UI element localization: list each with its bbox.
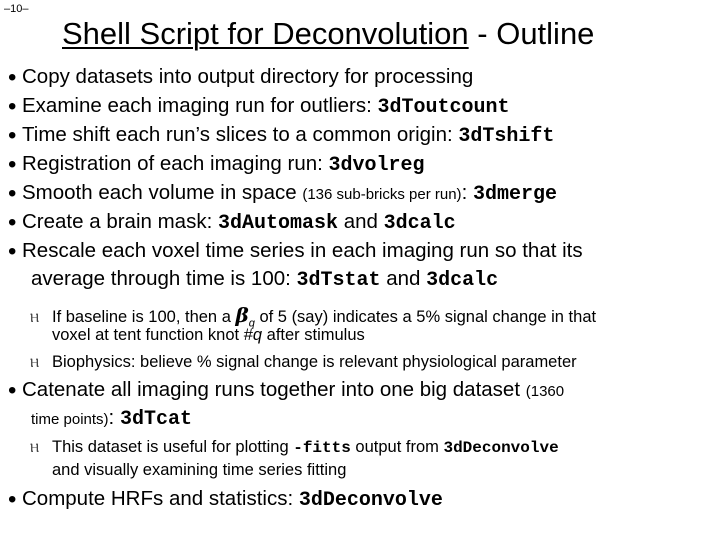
sub-bullet-plotting: [30, 437, 559, 458]
sub-bullet-baseline-line2: [52, 325, 365, 345]
sub-text: Biophysics: believe % signal change is relevant physiological parameter: [52, 353, 577, 371]
sub-text: and visually examining time series fitting: [52, 461, 347, 479]
command-3dToutcount: 3dToutcount: [377, 96, 510, 119]
bullet-text: Copy datasets into output directory for processing: [22, 65, 474, 88]
beta-symbol: β: [235, 303, 249, 327]
title-rest: - Outline: [468, 16, 595, 51]
command-3dmerge: 3dmerge: [472, 183, 557, 206]
bullet-text: Registration of each imaging run:: [22, 152, 329, 175]
bullet-icon: •: [8, 238, 17, 265]
sub-bullet-biophysics: [30, 352, 577, 373]
command-3dTshift: 3dTshift: [458, 125, 555, 148]
bullet-text: Rescale each voxel time series in each imaging run so that its: [22, 239, 583, 262]
option-fitts: -fitts: [293, 439, 351, 457]
sub-text: If baseline is 100, then a: [52, 308, 236, 326]
bullet-icon: •: [8, 180, 17, 207]
bullet-small-note: (136 sub-bricks per run): [302, 186, 462, 203]
slide-title: [62, 16, 594, 52]
bullet-registration: [8, 151, 425, 179]
knot-variable: q: [252, 326, 263, 344]
bullet-text: average through time is 100:: [31, 267, 297, 290]
bullet-text: Smooth each volume in space: [22, 181, 303, 204]
sub-text: of 5 (say) indicates a 5% signal change in that: [254, 308, 597, 326]
sub-bullet-icon: Ⲏ: [30, 440, 40, 455]
bullet-icon: •: [8, 377, 17, 404]
bullet-compute-hrfs: [8, 486, 443, 514]
bullet-text: :: [461, 181, 473, 204]
command-3dvolreg: 3dvolreg: [328, 154, 425, 177]
bullet-icon: •: [8, 93, 17, 120]
bullet-icon: •: [8, 151, 17, 178]
command-3dTcat: 3dTcat: [119, 408, 192, 431]
bullet-icon: •: [8, 209, 17, 236]
bullet-small-note: (1360: [525, 383, 565, 400]
title-underlined: Shell Script for Deconvolution: [62, 16, 469, 51]
bullet-catenate: [8, 377, 564, 405]
bullet-icon: •: [8, 122, 17, 149]
bullet-text: Compute HRFs and statistics:: [22, 487, 299, 510]
bullet-copy-datasets: [8, 64, 473, 90]
sub-text: after stimulus: [262, 326, 365, 344]
bullet-text: Create a brain mask:: [22, 210, 218, 233]
page-number: –10–: [4, 3, 29, 15]
bullet-text: Catenate all imaging runs together into one big dataset: [22, 378, 526, 401]
bullet-icon: •: [8, 486, 17, 513]
bullet-rescale-line2: [31, 266, 498, 294]
sub-text: This dataset is useful for plotting: [52, 438, 294, 456]
sub-bullet-icon: Ⲏ: [30, 355, 40, 370]
beta-subscript: q: [248, 317, 255, 330]
bullet-smooth: [8, 180, 557, 208]
bullet-text: Time shift each run’s slices to a common origin:: [22, 123, 459, 146]
command-3dAutomask: 3dAutomask: [217, 212, 339, 235]
bullet-text: :: [108, 406, 120, 429]
sub-bullet-icon: Ⲏ: [30, 310, 40, 325]
command-3dTstat: 3dTstat: [296, 269, 381, 292]
sub-text: voxel at tent function knot #: [52, 326, 253, 344]
bullet-text: and: [338, 210, 384, 233]
command-3dcalc: 3dcalc: [426, 269, 499, 292]
sub-bullet-plotting-line2: [52, 460, 346, 480]
bullet-text: and: [380, 267, 427, 290]
sub-text: output from: [350, 438, 444, 456]
bullet-icon: •: [8, 64, 17, 91]
bullet-outliers: [8, 93, 510, 121]
command-3dDeconvolve: 3dDeconvolve: [443, 439, 559, 457]
bullet-small-note: time points): [31, 411, 109, 428]
bullet-time-shift: [8, 122, 554, 150]
bullet-brain-mask: [8, 209, 456, 237]
command-3dcalc: 3dcalc: [383, 212, 456, 235]
bullet-rescale: [8, 238, 583, 264]
command-3dDeconvolve: 3dDeconvolve: [298, 489, 443, 512]
bullet-catenate-line2: [31, 405, 192, 433]
bullet-text: Examine each imaging run for outliers:: [22, 94, 378, 117]
